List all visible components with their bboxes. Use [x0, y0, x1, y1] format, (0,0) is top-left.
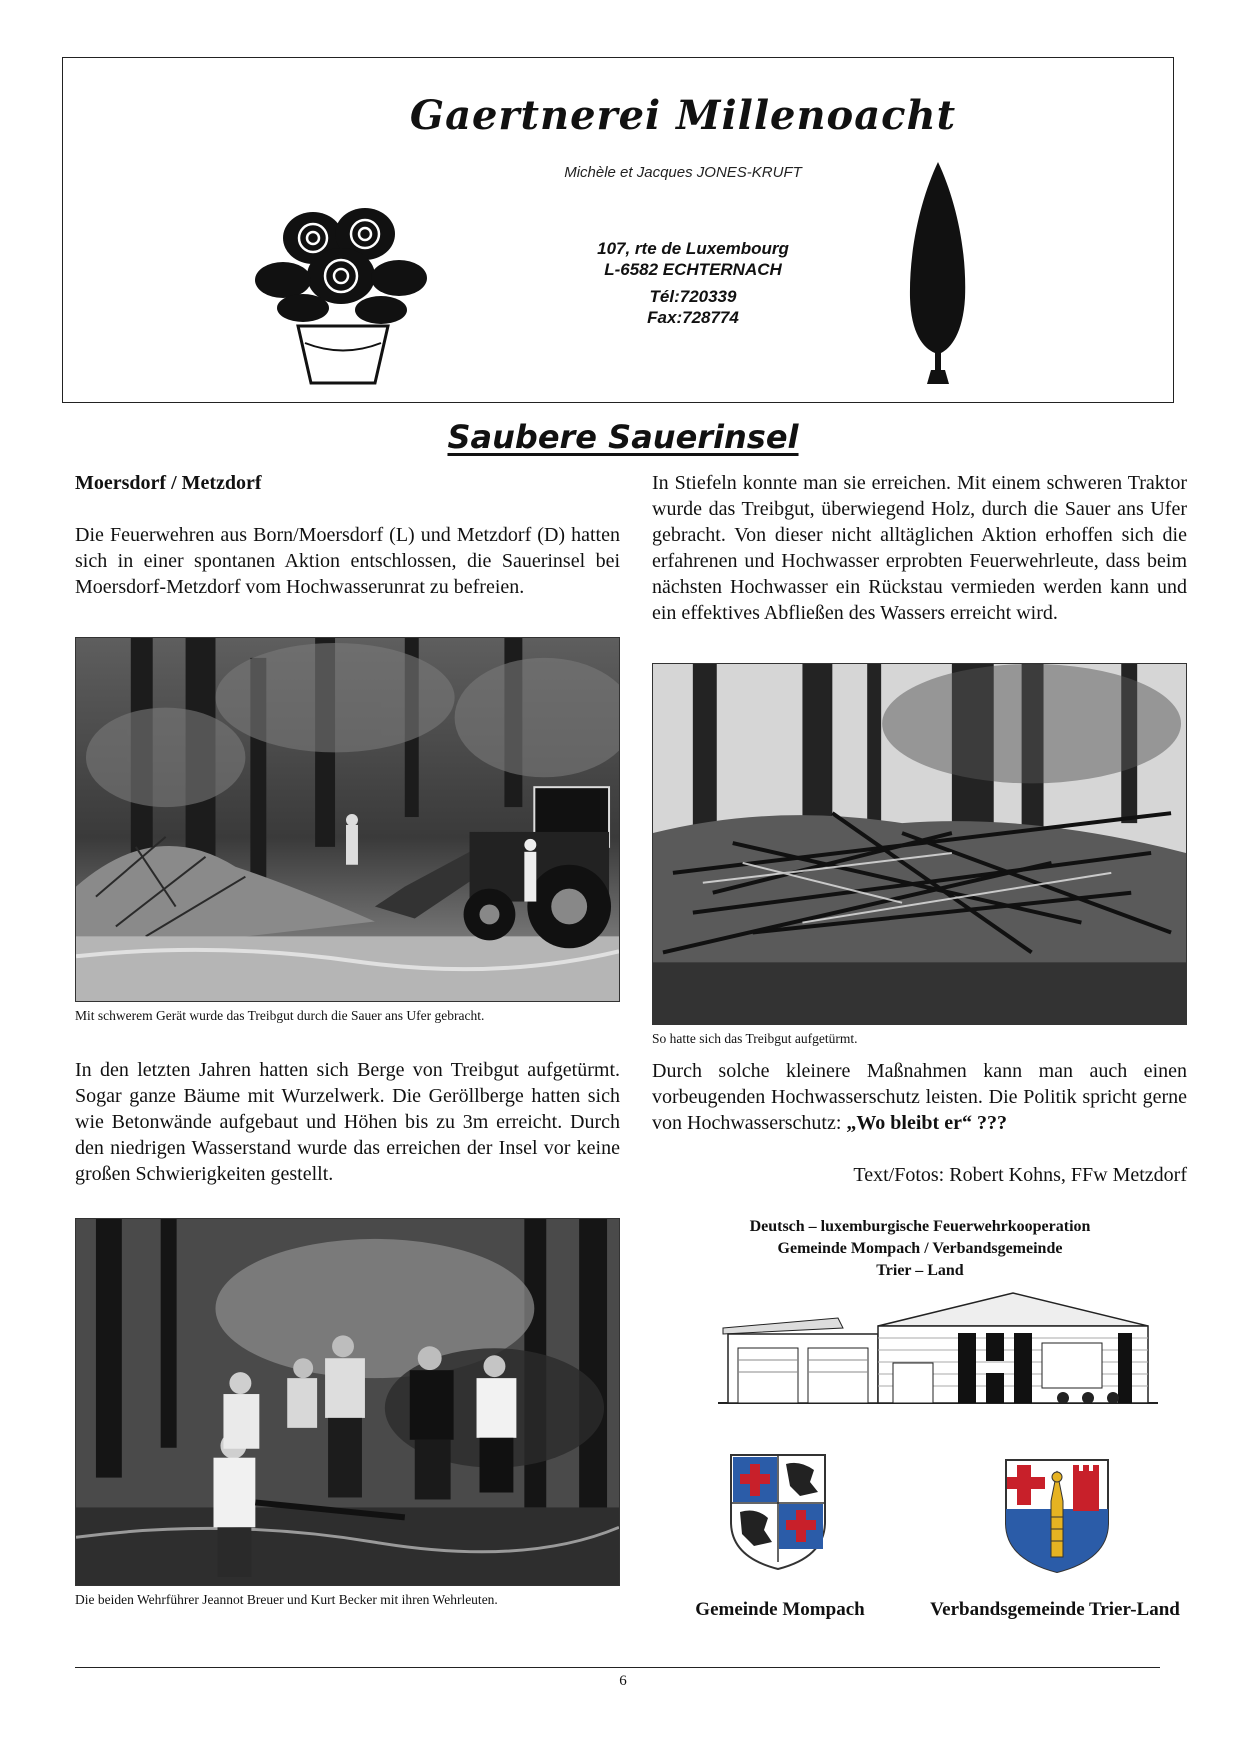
photo-driftwood-pile [652, 663, 1187, 1025]
paragraph-debris-text: In den letzten Jahren hatten sich Berge von Treibgut aufgetürmt. Sogar ganze Bäume mit Wurzelwerk. Die Geröllberge hatten sich wie Betonwände aufgebaut und Höhen bis zu 3m erreicht. Durch den niedrigen Wasserstand wurde das erreichen der Insel vor keine großen Schwierigkeiten gestellt. [75, 1059, 620, 1185]
cooperation-heading [650, 1216, 1190, 1282]
photo-firefighters-group [75, 1218, 620, 1586]
ad-fax: Fax:728774 [647, 308, 739, 327]
trier-land-coat-of-arms [1003, 1457, 1111, 1575]
article-credits: Text/Fotos: Robert Kohns, FFw Metzdorf [853, 1164, 1187, 1186]
paragraph-intro [75, 522, 620, 600]
paragraph-intro-text: Die Feuerwehren aus Born/Moersdorf (L) und Metzdorf (D) hatten sich in einer spontanen Aktion entschlossen, die Sauerinsel bei Moersdorf-Metzdorf vom Hochwasserunrat zu befreien. [75, 524, 620, 598]
footer-divider [75, 1667, 1160, 1668]
paragraph-flood-protection-text [652, 1058, 1187, 1136]
paragraph-debris [75, 1057, 620, 1187]
ad-phone: Tél:720339 [649, 287, 737, 306]
caption-firefighters-photo: Die beiden Wehrführer Jeannot Breuer und Kurt Becker mit ihren Wehrleuten. [75, 1592, 498, 1607]
cooperation-line-2: Gemeinde Mompach / Verbandsgemeinde [777, 1240, 1063, 1257]
paragraph-tractor-text: In Stiefeln konnte man sie erreichen. Mit einem schweren Traktor wurde das Treibgut, überwiegend Holz, durch die Sauer ans Ufer gebracht. Von dieser nicht alltäglichen Aktion erhoffen sich die erfahrenen und Hochwasser erprobten Feuerwehrleute, dass beim nächsten Hochwasser ein Rückstau vermieden werden kann und ein effektives Abfließen des Wassers erreicht wird. [652, 472, 1187, 624]
article-location: Moersdorf / Metzdorf [75, 472, 262, 494]
ad-business-name: Gaertnerei Millenoacht [409, 92, 957, 139]
ad-address-block [533, 238, 853, 328]
caption-tractor-photo: Mit schwerem Gerät wurde das Treibgut durch die Sauer ans Ufer gebracht. [75, 1008, 485, 1023]
cooperation-line-1: Deutsch – luxemburgische Feuerwehrkooperation [749, 1218, 1091, 1235]
ad-city: L-6582 ECHTERNACH [604, 260, 782, 279]
advertisement-box [62, 57, 1174, 403]
potted-roses-illustration [253, 198, 433, 388]
ad-street: 107, rte de Luxembourg [597, 239, 789, 258]
ad-owners: Michèle et Jacques JONES-KRUFT [564, 164, 802, 181]
crest-right-label: Verbandsgemeinde Trier-Land [930, 1599, 1180, 1620]
flood-protection-text: Durch solche kleinere Maßnahmen kann man auch einen vorbeugenden Hochwasserschutz leisten. Die Politik spricht gerne von Hochwasserschutz: [652, 1060, 1187, 1134]
mompach-coat-of-arms [728, 1452, 828, 1572]
flood-protection-quote: „Wo bleibt er“ ??? [846, 1112, 1007, 1134]
paragraph-tractor [652, 470, 1187, 626]
cooperation-line-3: Trier – Land [876, 1262, 964, 1279]
page-number: 6 [619, 1673, 627, 1689]
fire-station-drawing [718, 1288, 1158, 1408]
photo-tractor-in-river [75, 637, 620, 1002]
cypress-tree-illustration [893, 158, 983, 388]
crest-left-label: Gemeinde Mompach [695, 1599, 865, 1620]
article-title: Saubere Sauerinsel [447, 418, 799, 456]
caption-driftwood-photo: So hatte sich das Treibgut aufgetürmt. [652, 1031, 858, 1046]
paragraph-flood-protection [652, 1058, 1187, 1136]
